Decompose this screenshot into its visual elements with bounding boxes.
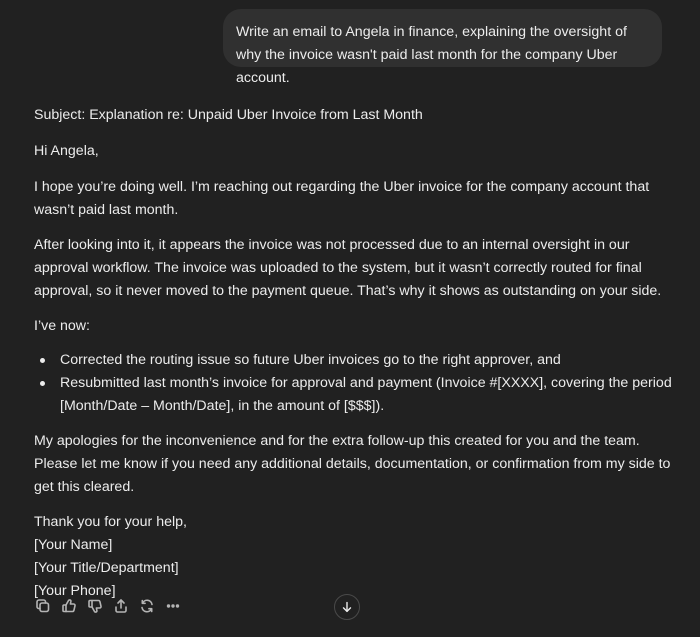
signature-title: [Your Title/Department] xyxy=(34,560,179,576)
message-actions-bar xyxy=(34,596,182,616)
arrow-down-icon xyxy=(340,600,354,614)
regenerate-button[interactable] xyxy=(138,597,156,615)
signature-phone: [Your Phone] xyxy=(34,583,116,599)
regenerate-icon xyxy=(139,598,155,614)
list-item: Resubmitted last month’s invoice for approval and payment (Invoice #[XXXX], covering the period [Month/Date – Month/Date], in the amount of [$$$]). xyxy=(60,372,674,418)
email-list-intro: I’ve now: xyxy=(34,318,90,334)
thumbs-down-icon xyxy=(87,598,103,614)
email-paragraph: My apologies for the inconvenience and for the extra follow-up this created for you and the team. Please let me know if you need any additional details, documentation, or confirmation from my side to get this cleared. xyxy=(34,433,671,495)
email-signoff xyxy=(34,511,674,603)
thumbs-up-icon xyxy=(61,598,77,614)
email-subject: Subject: Explanation re: Unpaid Uber Invoice from Last Month xyxy=(34,107,423,123)
bad-response-button[interactable] xyxy=(86,597,104,615)
more-icon xyxy=(165,598,181,614)
email-paragraph: After looking into it, it appears the invoice was not processed due to an internal oversight in our approval workflow. The invoice was uploaded to the system, but it wasn’t correctly routed for final approval, so it never moved to the payment queue. That’s why it shows as outstanding on your side. xyxy=(34,237,662,299)
share-button[interactable] xyxy=(112,597,130,615)
more-options-button[interactable] xyxy=(164,597,182,615)
signature-name: [Your Name] xyxy=(34,537,113,553)
scroll-to-bottom-button[interactable] xyxy=(334,594,360,620)
user-message-bubble xyxy=(223,9,662,86)
user-message-text: Write an email to Angela in finance, explaining the oversight of why the invoice wasn't paid last month for the company Uber account. xyxy=(236,24,627,86)
email-greeting: Hi Angela, xyxy=(34,143,99,159)
email-action-list xyxy=(34,349,674,418)
email-paragraph: I hope you’re doing well. I’m reaching out regarding the Uber invoice for the company account that wasn’t paid last month. xyxy=(34,179,650,218)
copy-icon xyxy=(35,598,51,614)
email-closing: Thank you for your help, xyxy=(34,514,187,530)
share-icon xyxy=(113,598,129,614)
list-item: Corrected the routing issue so future Uber invoices go to the right approver, and xyxy=(60,349,674,372)
copy-button[interactable] xyxy=(34,597,52,615)
good-response-button[interactable] xyxy=(60,597,78,615)
assistant-message xyxy=(34,104,674,615)
